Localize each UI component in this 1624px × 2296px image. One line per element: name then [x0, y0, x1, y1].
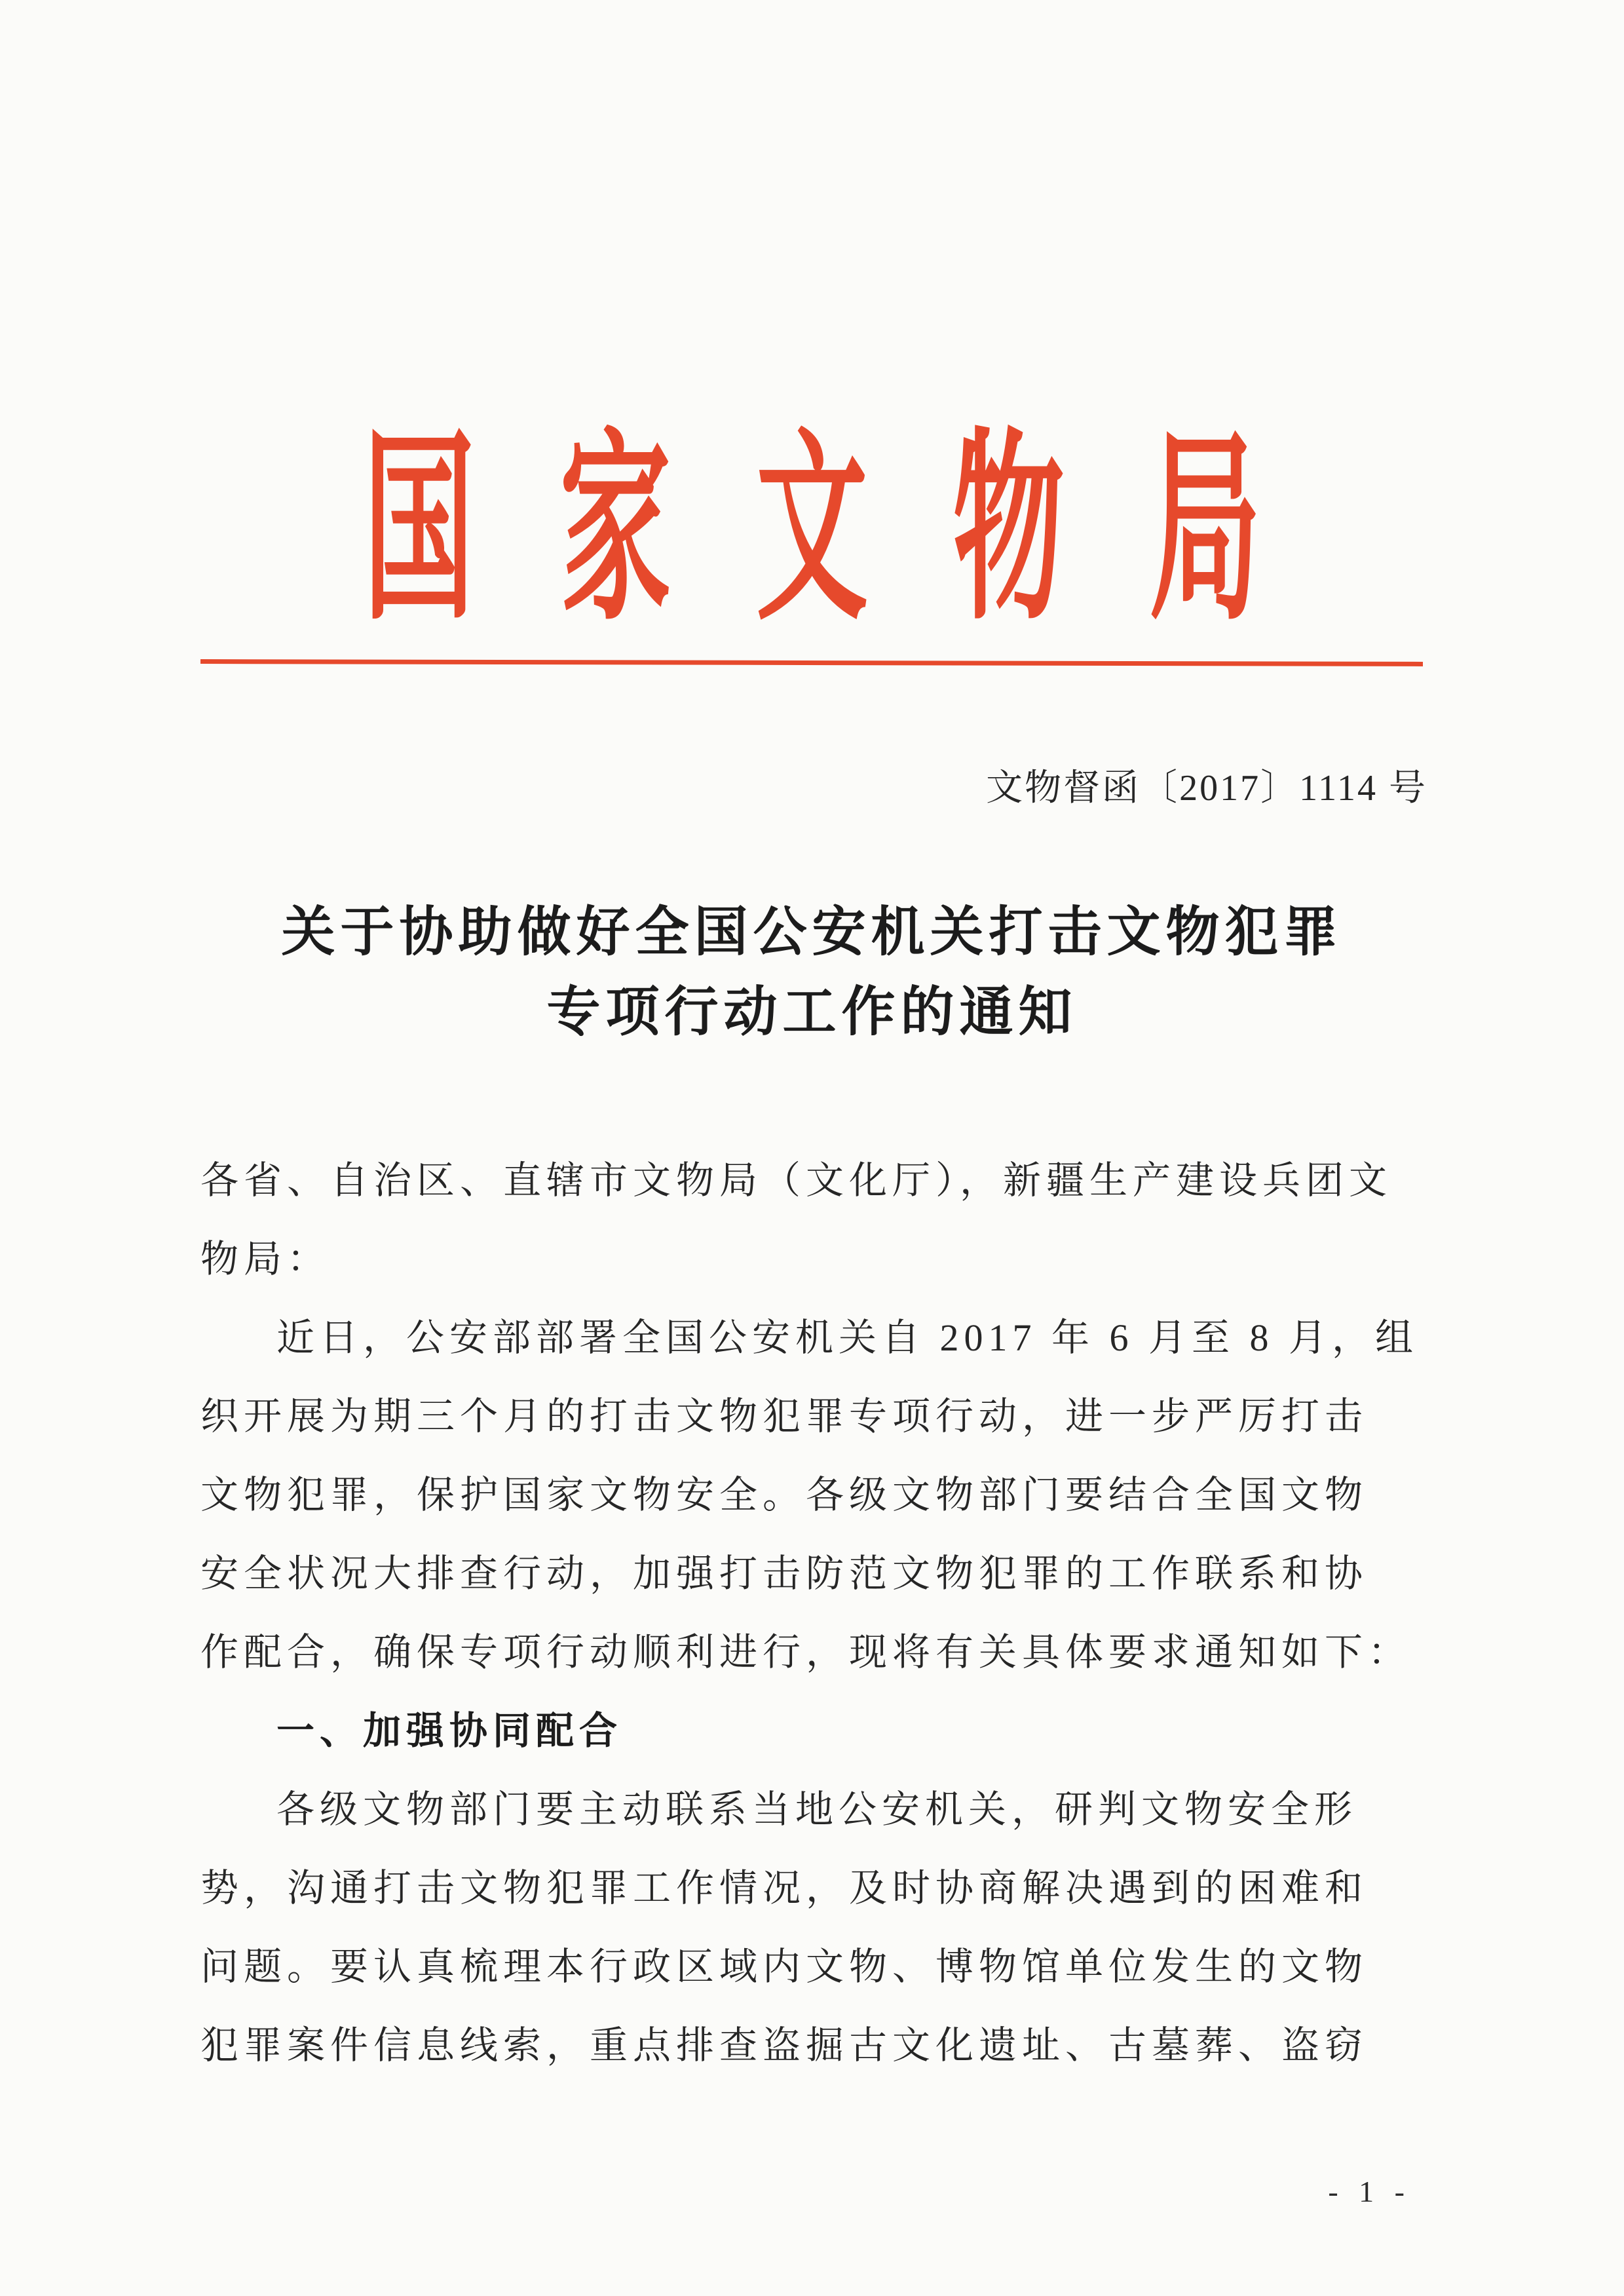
agency-header-title: 国家文物局 — [363, 418, 1346, 644]
body-line: 物局： — [200, 1238, 331, 1280]
body-section-heading: 一、加强协同配合 — [276, 1710, 623, 1752]
document-title-line-1: 关于协助做好全国公安机关打击文物犯罪 — [281, 902, 1343, 962]
page-number: - 1 - — [1328, 2175, 1411, 2208]
body-line: 文物犯罪，保护国家文物安全。各级文物部门要结合全国文物 — [200, 1474, 1369, 1516]
body-line: 织开展为期三个月的打击文物犯罪专项行动，进一步严厉打击 — [200, 1395, 1369, 1438]
body-line: 作配合，确保专项行动顺利进行，现将有关具体要求通知如下： — [200, 1631, 1412, 1674]
body-line: 各省、自治区、直辖市文物局（文化厅），新疆生产建设兵团文 — [200, 1159, 1393, 1202]
red-divider-rule — [200, 659, 1423, 666]
body-line: 犯罪案件信息线索，重点排查盗掘古文化遗址、古墓葬、盗窃 — [200, 2024, 1369, 2067]
document-title-line-2: 专项行动工作的通知 — [546, 982, 1078, 1042]
document-number: 文物督函〔2017〕1114 号 — [986, 768, 1427, 809]
body-line: 势，沟通打击文物犯罪工作情况，及时协商解决遇到的困难和 — [200, 1867, 1369, 1909]
body-line: 问题。要认真梳理本行政区域内文物、博物馆单位发生的文物 — [200, 1945, 1369, 1988]
document-body — [200, 1141, 1445, 2085]
body-line: 近日，公安部部署全国公安机关自 2017 年 6 月至 8 月，组 — [276, 1316, 1419, 1359]
body-line: 安全状况大排查行动，加强打击防范文物犯罪的工作联系和协 — [200, 1552, 1369, 1595]
body-line: 各级文物部门要主动联系当地公安机关，研判文物安全形 — [276, 1788, 1358, 1831]
document-title — [0, 892, 1624, 1052]
